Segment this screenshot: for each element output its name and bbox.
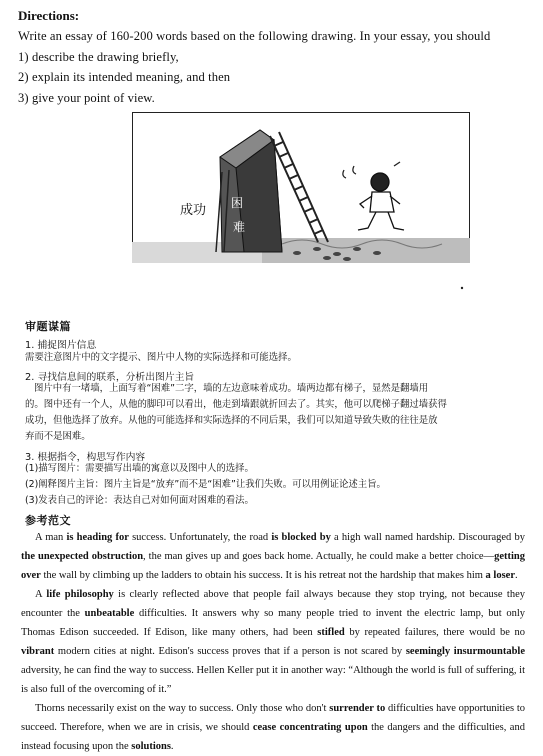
analysis-s3-line-3: (3)发表自己的评论：表达自己对如何面对困难的看法。 — [25, 495, 254, 506]
essay-paragraph-2: A life philosophy is clearly reflected above that people fail always because they stop trying, not because they encounter the unbeatable difficulties. It answers why so many people tried to invent the electric lamp, but only Thomas Edison succeeded. If Edison, like many others, had been stifled by repeated failures, there would be no vibrant modern cities at night. Edison's success proves that if a person is not scared by seemingly insurmountable adversity, he can find the way to success. Hellen Keller put it in another way: “Although the world is full of suffering, it is also full of the overcoming of it.” — [21, 589, 526, 695]
analysis-s2-title: 2. 寻找信息间的联系，分析出图片主旨 — [25, 372, 195, 383]
analysis-s2-line-1: 图片中有一堵墙，上面写着“困难”二字，墙的左边意味着成功。墙两边都有梯子，显然是翻墙用 — [34, 383, 429, 394]
label-difficulty-1: 困 — [231, 196, 244, 210]
label-difficulty-2: 难 — [233, 220, 246, 234]
sample-essay — [21, 528, 525, 756]
essay-paragraph-1: A man is heading for success. Unfortunately, the road is blocked by a high wall named hardship. Discouraged by the unexpected obstruction, the man gives up and goes back home. Actually, he could make a better choice—getting over the wall by climbing up the ladders to obtain his success. It is his retreat not the hardship that makes him a loser. — [21, 532, 525, 581]
sample-heading: 参考范文 — [25, 514, 71, 527]
cartoon-drawing — [132, 112, 470, 290]
analysis-s3-line-1: (1)描写图片：需要描写出墙的寓意以及图中人的选择。 — [25, 463, 254, 474]
analysis-s2-line-3: 成功，但他选择了放弃。从他的可能选择和实际选择的不同后果，我们可以知道导致失败的往往是放 — [25, 415, 438, 426]
analysis-s1-title: 1. 捕捉图片信息 — [25, 340, 97, 351]
analysis-s3-line-2: (2)阐释图片主旨：图片主旨是“放弃”而不是“困难”让我们失败。可以用例证论述主旨。 — [25, 479, 386, 490]
directions-line-1: Write an essay of 160-200 words based on the following drawing. In your essay, you should — [18, 29, 491, 43]
analysis-s3-title: 3. 根据指令，构思写作内容 — [25, 452, 146, 463]
directions-line-3: 2) explain its intended meaning, and then — [18, 70, 231, 84]
directions-line-4: 3) give your point of view. — [18, 91, 155, 105]
analysis-s2-line-4: 弃而不是困难。 — [25, 431, 91, 442]
essay-paragraph-3: Thorns necessarily exist on the way to success. Only those who don't surrender to difficulties have opportunities to succeed. Therefore, when we are in crisis, we should cease concentrating upon the dangers and the difficulties, and instead focusing upon the solutions. — [21, 703, 526, 752]
analysis-s1-text: 需要注意图片中的文字提示、图片中人物的实际选择和可能选择。 — [25, 352, 297, 363]
analysis-heading: 审题谋篇 — [25, 320, 71, 333]
directions-line-2: 1) describe the drawing briefly, — [18, 50, 179, 64]
label-success: 成功 — [180, 203, 207, 218]
analysis-s2-line-2: 的。图中还有一个人，从他的脚印可以看出，他走到墙跟就折回去了。其实，他可以爬梯子翻过墙获得 — [25, 399, 447, 410]
directions-title: Directions: — [18, 8, 80, 23]
